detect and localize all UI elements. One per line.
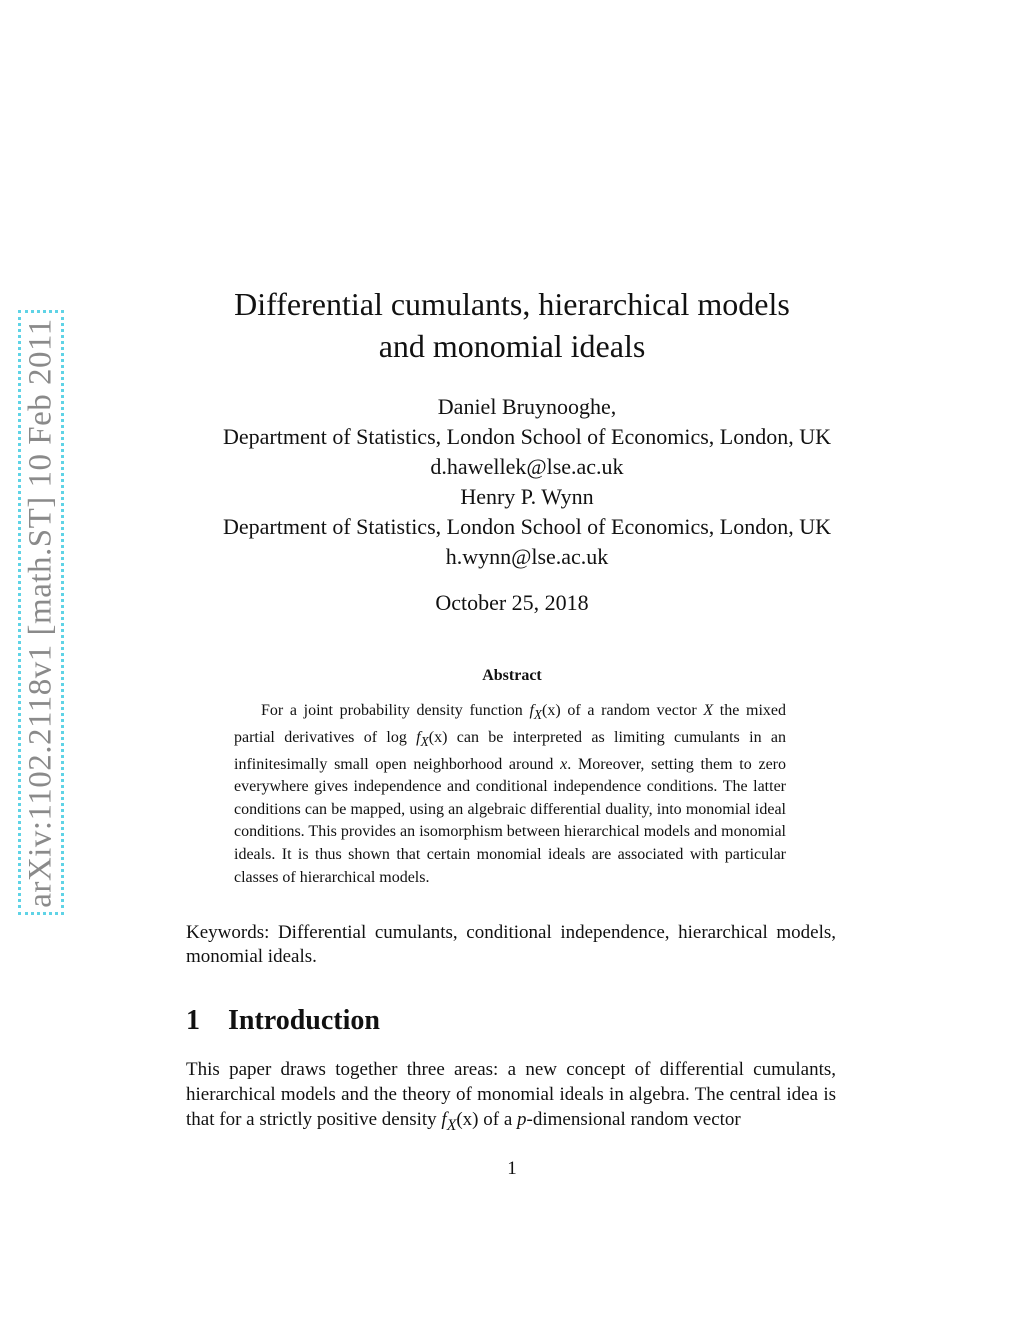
section-title-text: Introduction — [228, 1005, 380, 1036]
author-affiliation: Department of Statistics, London School of Economics, London, UK — [223, 514, 831, 539]
author-affiliation: Department of Statistics, London School of Economics, London, UK — [223, 424, 831, 449]
arxiv-watermark — [18, 310, 64, 915]
author-email: h.wynn@lse.ac.uk — [445, 544, 609, 569]
keywords: Keywords: Differential cumulants, conditional independence, hierarchical models, monomial ideals. — [186, 922, 836, 967]
section-heading — [186, 1005, 380, 1037]
abstract-heading: Abstract — [482, 667, 542, 684]
intro-paragraph: This paper draws together three areas: a new concept of differential cumulants, hierarchical models and the theory of monomial ideals in algebra. The central idea is that for a strictly positive density $f_X(x)$ of a p-dimensional random vector — [186, 1059, 836, 1134]
arxiv-identifier: arXiv:1102.2118v1 [math.ST] 10 Feb 2011 — [22, 317, 59, 908]
title-line-1: Differential cumulants, hierarchical models — [234, 286, 790, 322]
page-number: 1 — [507, 1158, 517, 1179]
author-name: Daniel Bruynooghe, — [437, 394, 617, 419]
abstract-body: For a joint probability density function $f_X(x)$ of a random vector X the mixed partial derivatives of $\log f_X(x)$ can be interpreted as limiting cumulants in an infinitesimally small open neighborhood around x. Moreover, setting them to zero everywhere gives independence and conditional independence conditions. The latter conditions can be mapped, using an algebraic differential duality, into monomial ideal conditions. This provides an isomorphism between hierarchical models and monomial ideals. It is thus shown that certain monomial ideals are associated with particular classes of hierarchical models. — [234, 702, 787, 886]
author-name: Henry P. Wynn — [460, 484, 594, 509]
title-line-2: and monomial ideals — [378, 328, 646, 364]
section-number: 1 — [186, 1005, 200, 1036]
paper-date: October 25, 2018 — [435, 590, 589, 615]
author-block — [150, 392, 904, 572]
author-email: d.hawellek@lse.ac.uk — [430, 454, 624, 479]
paper-title — [150, 283, 874, 367]
